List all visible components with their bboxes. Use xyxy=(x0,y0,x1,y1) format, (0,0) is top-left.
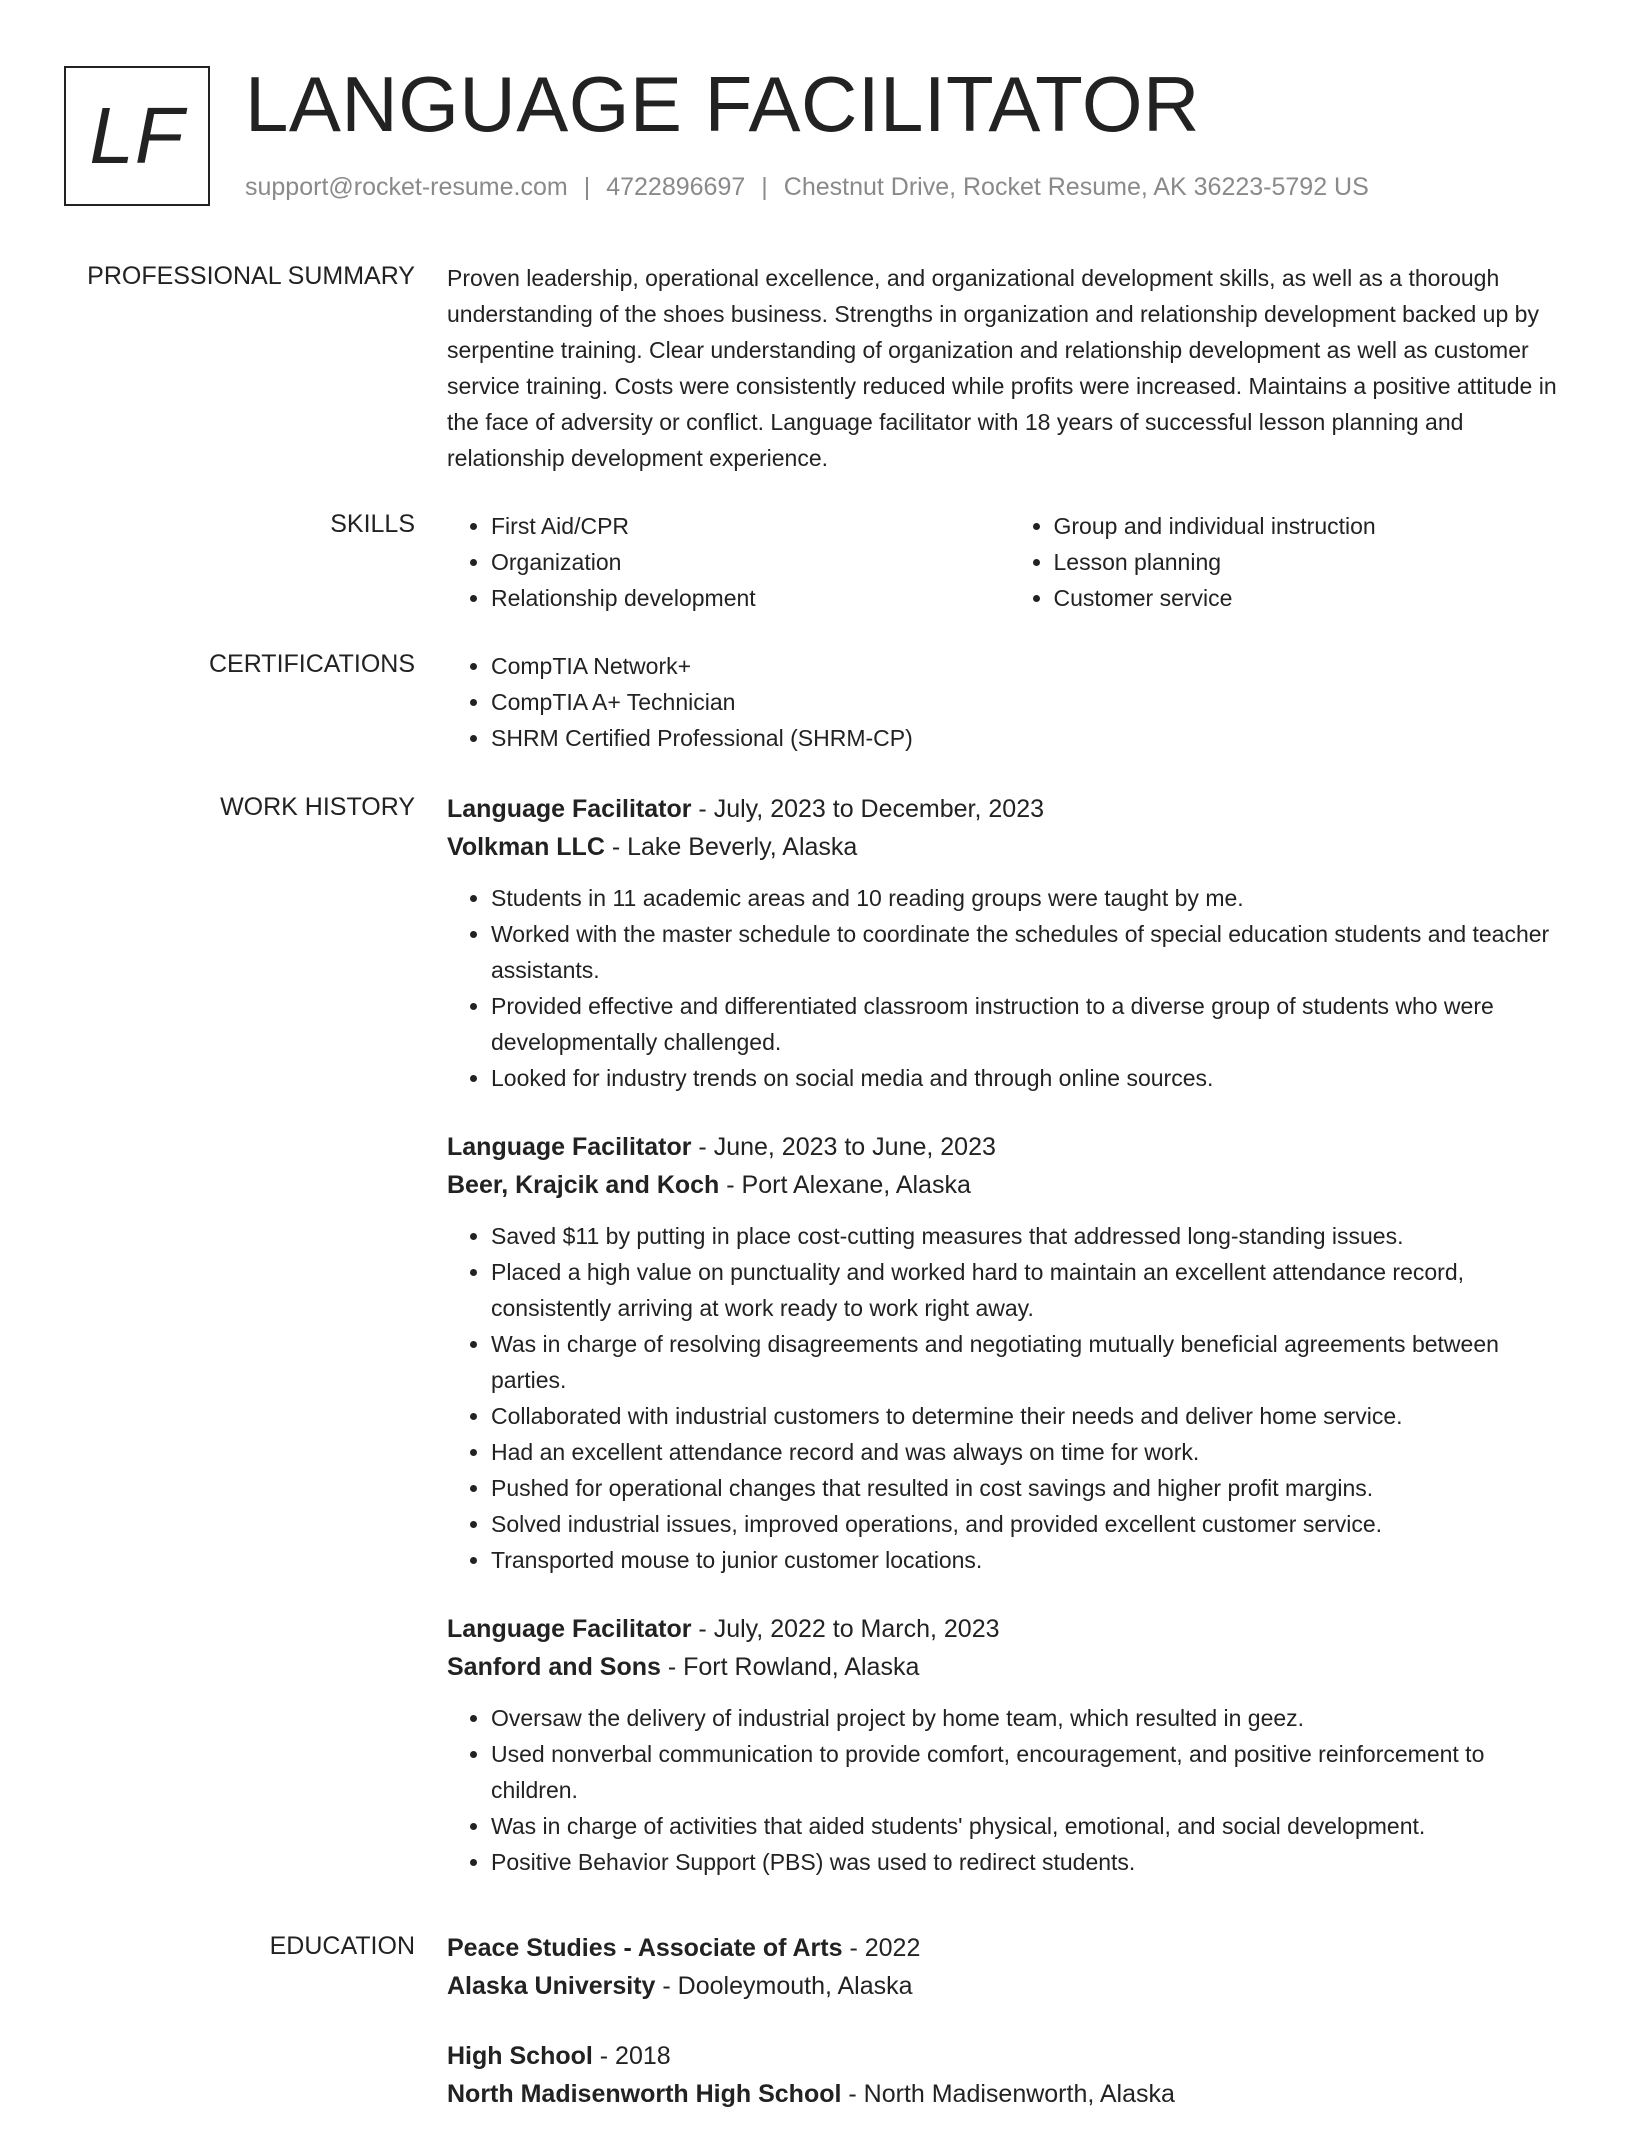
skills-list-col2 xyxy=(1010,508,1573,616)
skill-item: • Group and individual instruction xyxy=(1054,508,1573,544)
education-entry xyxy=(447,1929,1572,2005)
job-bullet: • Was in charge of resolving disagreements and negotiating mutually beneficial agreements between parties. xyxy=(491,1326,1572,1398)
job-bullet: • Pushed for operational changes that resulted in cost savings and higher profit margins. xyxy=(491,1470,1572,1506)
job-bullet: • Positive Behavior Support (PBS) was used to redirect students. xyxy=(491,1844,1572,1880)
job-bullet: • Collaborated with industrial customers to determine their needs and deliver home service. xyxy=(491,1398,1572,1434)
work-history-content xyxy=(447,790,1572,1912)
job-location: - Fort Rowland, Alaska xyxy=(660,1653,920,1681)
job-dates: - July, 2022 to March, 2023 xyxy=(691,1615,1000,1643)
job-location: - Port Alexane, Alaska xyxy=(719,1171,971,1199)
job-title: Language Facilitator xyxy=(447,1133,692,1161)
education-location: - North Madisenworth, Alaska xyxy=(841,2080,1175,2108)
section-label-education: EDUCATION xyxy=(269,1932,415,1960)
skill-item: • First Aid/CPR xyxy=(491,508,1010,544)
contact-phone: 4722896697 xyxy=(606,173,746,201)
job-title: Language Facilitator xyxy=(447,1615,692,1643)
job-dates: - July, 2023 to December, 2023 xyxy=(691,795,1044,823)
skill-item: • Customer service xyxy=(1054,580,1573,616)
job-title: Language Facilitator xyxy=(447,795,692,823)
skills-list-col1 xyxy=(447,508,1010,616)
education-location: - Dooleymouth, Alaska xyxy=(655,1972,913,2000)
summary-content xyxy=(447,260,1572,476)
page-title: LANGUAGE FACILITATOR xyxy=(245,60,1200,148)
job-entry xyxy=(447,1610,1572,1880)
job-bullet: • Used nonverbal communication to provide comfort, encouragement, and positive reinforcement to children. xyxy=(491,1736,1572,1808)
job-bullet: • Provided effective and differentiated classroom instruction to a diverse group of students who were developmentally challenged. xyxy=(491,988,1572,1060)
education-school: Alaska University xyxy=(447,1972,656,2000)
job-bullet: • Placed a high value on punctuality and worked hard to maintain an excellent attendance record, consistently arriving at work ready to work right away. xyxy=(491,1254,1572,1326)
education-year: - 2022 xyxy=(842,1934,921,1962)
job-company: Sanford and Sons xyxy=(447,1653,661,1681)
education-degree: High School xyxy=(447,2042,593,2070)
skill-item: • Organization xyxy=(491,544,1010,580)
section-label-summary: PROFESSIONAL SUMMARY xyxy=(87,262,415,290)
education-degree-line xyxy=(447,2037,1572,2075)
job-bullet: • Worked with the master schedule to coordinate the schedules of special education students and teacher assistants. xyxy=(491,916,1572,988)
education-school-line xyxy=(447,1967,1572,2005)
job-title-line xyxy=(447,1610,1572,1648)
job-bullet: • Transported mouse to junior customer locations. xyxy=(491,1542,1572,1578)
job-bullet: • Was in charge of activities that aided students' physical, emotional, and social development. xyxy=(491,1808,1572,1844)
certifications-content xyxy=(447,648,1572,756)
certifications-list xyxy=(447,648,1572,756)
job-company: Beer, Krajcik and Koch xyxy=(447,1171,720,1199)
education-content xyxy=(447,1929,1572,2145)
job-bullets xyxy=(447,880,1572,1096)
section-label-skills: SKILLS xyxy=(330,510,415,538)
skill-item: • Lesson planning xyxy=(1054,544,1573,580)
job-company: Volkman LLC xyxy=(447,833,605,861)
certification-item: • CompTIA Network+ xyxy=(491,648,1572,684)
certification-item: • SHRM Certified Professional (SHRM-CP) xyxy=(491,720,1572,756)
skills-content xyxy=(447,508,1572,616)
job-bullets xyxy=(447,1700,1572,1880)
contact-separator: | xyxy=(761,173,768,201)
job-bullet: • Saved $11 by putting in place cost-cutting measures that addressed long-standing issues. xyxy=(491,1218,1572,1254)
job-bullets xyxy=(447,1218,1572,1578)
education-degree-line xyxy=(447,1929,1572,1967)
contact-separator: | xyxy=(583,173,591,201)
certification-item: • CompTIA A+ Technician xyxy=(491,684,1572,720)
contact-line xyxy=(245,173,1369,202)
job-bullet: • Students in 11 academic areas and 10 reading groups were taught by me. xyxy=(491,880,1572,916)
job-bullet: • Solved industrial issues, improved operations, and provided excellent customer service. xyxy=(491,1506,1572,1542)
job-location: - Lake Beverly, Alaska xyxy=(604,833,858,861)
job-company-line xyxy=(447,828,1572,866)
job-bullet: • Looked for industry trends on social media and through online sources. xyxy=(491,1060,1572,1096)
job-company-line xyxy=(447,1648,1572,1686)
job-company-line xyxy=(447,1166,1572,1204)
job-dates: - June, 2023 to June, 2023 xyxy=(691,1133,996,1161)
contact-address: Chestnut Drive, Rocket Resume, AK 36223-5792 US xyxy=(783,173,1369,201)
job-title-line xyxy=(447,1128,1572,1166)
job-bullet: • Oversaw the delivery of industrial project by home team, which resulted in geez. xyxy=(491,1700,1572,1736)
skill-item: • Relationship development xyxy=(491,580,1010,616)
monogram-logo: LF xyxy=(64,66,210,206)
education-year: - 2018 xyxy=(592,2042,671,2070)
job-entry xyxy=(447,790,1572,1096)
job-title-line xyxy=(447,790,1572,828)
summary-text: Proven leadership, operational excellence, and organizational development skills, as well as a thorough understanding of the shoes business. Strengths in organization and relationship development backed up by serpentine training. Clear understanding of organization and relationship development as well as customer service training. Costs were consistently reduced while profits were increased. Maintains a positive attitude in the face of adversity or conflict. Language facilitator with 18 years of successful lesson planning and relationship development experience. xyxy=(447,265,1557,471)
job-entry xyxy=(447,1128,1572,1578)
education-degree: Peace Studies - Associate of Arts xyxy=(447,1934,843,1962)
job-bullet: • Had an excellent attendance record and was always on time for work. xyxy=(491,1434,1572,1470)
education-school: North Madisenworth High School xyxy=(447,2080,842,2108)
education-entry xyxy=(447,2037,1572,2113)
contact-email: support@rocket-resume.com xyxy=(245,173,568,201)
section-label-work-history: WORK HISTORY xyxy=(220,793,415,821)
section-label-certifications: CERTIFICATIONS xyxy=(208,650,415,678)
education-school-line xyxy=(447,2075,1572,2113)
